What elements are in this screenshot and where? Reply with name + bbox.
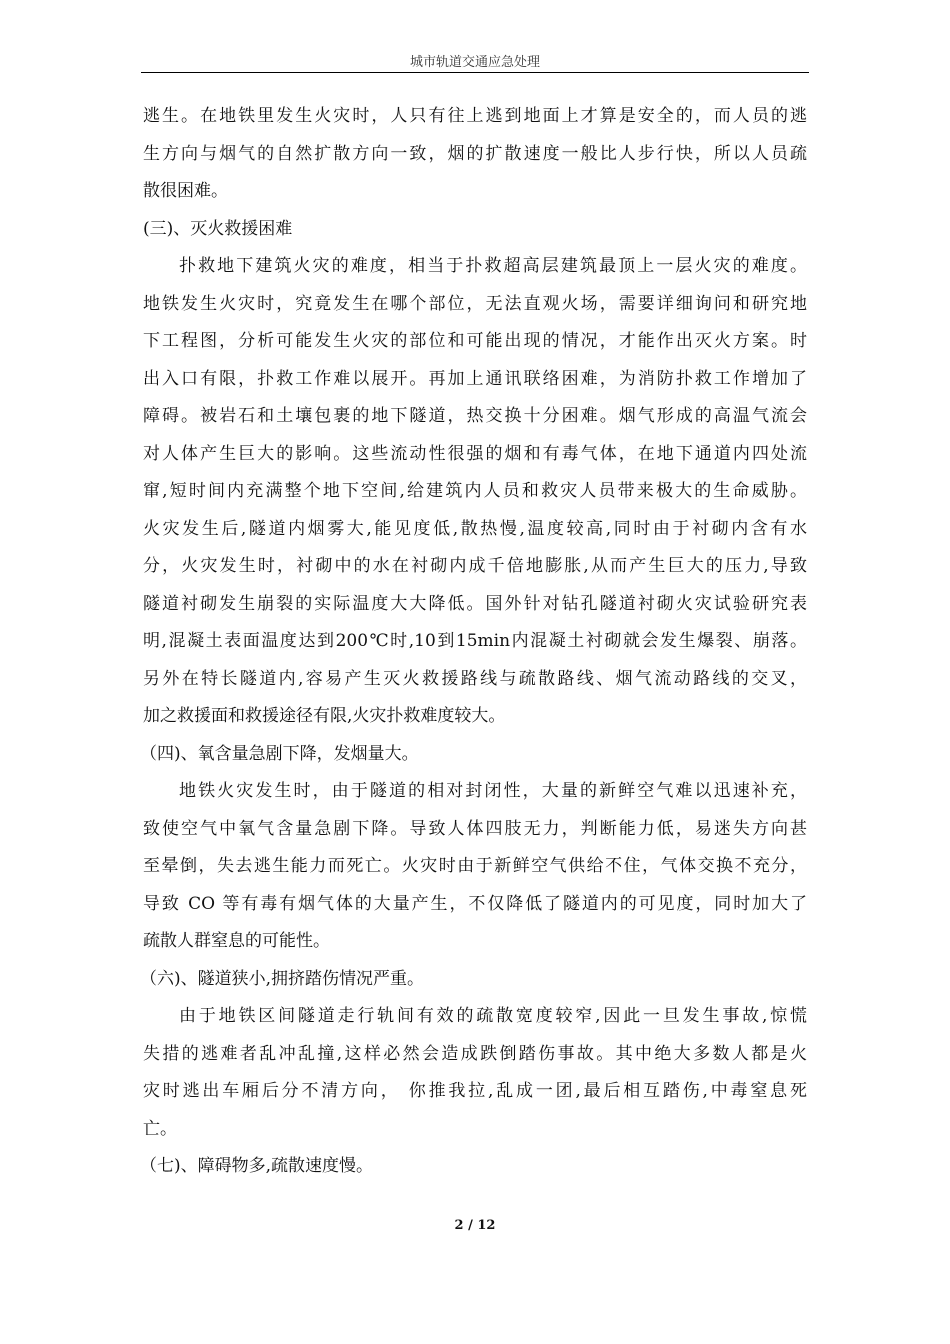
document-body [140, 98, 807, 1186]
text-line: 对人体产生巨大的影响。这些流动性很强的烟和有毒气体，在地下通道内四处流 [143, 443, 807, 464]
text-line: 加之救援面和救援途径有限,火灾扑救难度较大。 [143, 706, 506, 726]
text-line: 至晕倒，失去逃生能力而死亡。火灾时由于新鲜空气供给不住，气体交换不充分， [143, 856, 807, 876]
text-line: 生方向与烟气的自然扩散方向一致，烟的扩散速度一般比人步行快，所以人员疏 [143, 143, 807, 164]
section-heading-4: （四)、氧含量急剧下降，发烟量大。 [140, 743, 419, 764]
text-line: 明,混凝土表面温度达到200℃时,10到15min内混凝土衬砌就会发生爆裂、崩落。 [143, 631, 807, 651]
text-line: 地铁火灾发生时，由于隧道的相对封闭性，大量的新鲜空气难以迅速补充， [179, 781, 807, 801]
text-line: 失措的逃难者乱冲乱撞,这样必然会造成跌倒踏伤事故。其中绝大多数人都是火 [143, 1043, 807, 1064]
text-line: 分，火灾发生时，衬砌中的水在衬砌内成千倍地膨胀,从而产生巨大的压力,导致 [143, 556, 807, 576]
text-line: 致使空气中氧气含量急剧下降。导致人体四肢无力，判断能力低，易迷失方向甚 [143, 818, 807, 839]
section-heading-6: （六)、隧道狭小,拥挤踏伤情况严重。 [140, 968, 425, 989]
text-line: 灾时逃出车厢后分不清方向， 你推我拉,乱成一团,最后相互踏伤,中毒窒息死 [143, 1081, 807, 1101]
page-number: 2 / 12 [454, 1218, 496, 1233]
paragraph-rescue [143, 248, 807, 736]
text-line: 逃生。在地铁里发生火灾时，人只有往上逃到地面上才算是安全的，而人员的逃 [143, 106, 807, 126]
text-line: 另外在特长隧道内,容易产生灭火救援路线与疏散路线、烟气流动路线的交叉， [143, 668, 807, 689]
text-line: 出入口有限，扑救工作难以展开。再加上通讯联络困难，为消防扑救工作增加了 [143, 368, 807, 389]
section-heading-3: (三)、灭火救援困难 [143, 218, 293, 239]
text-line: 疏散人群窒息的可能性。 [143, 931, 330, 951]
text-line: 亡。 [143, 1118, 177, 1139]
text-line: 由于地铁区间隧道走行轨间有效的疏散宽度较窄,因此一旦发生事故,惊慌 [179, 1006, 807, 1026]
running-header: 城市轨道交通应急处理 [409, 55, 540, 70]
text-line: 扑救地下建筑火灾的难度，相当于扑救超高层建筑最顶上一层火灾的难度。 [179, 256, 807, 276]
paragraph-escape [143, 98, 807, 211]
text-line: 障碍。被岩石和土壤包裹的地下隧道，热交换十分困难。烟气形成的高温气流会 [143, 406, 807, 426]
text-line: 隧道衬砌发生崩裂的实际温度大大降低。国外针对钻孔隧道衬砌火灾试验研究表 [143, 593, 807, 614]
text-line: 火灾发生后,隧道内烟雾大,能见度低,散热慢,温度较高,同时由于衬砌内含有水 [143, 518, 807, 539]
text-line: 导致 CO 等有毒有烟气体的大量产生，不仅降低了隧道内的可见度，同时加大了 [143, 893, 807, 914]
text-line: 地铁发生火灾时，究竟发生在哪个部位，无法直观火场，需要详细询问和研究地 [143, 293, 807, 314]
text-line: 散很困难。 [143, 181, 228, 201]
text-line: 下工程图，分析可能发生火灾的部位和可能出现的情况，才能作出灭火方案。时 [143, 331, 807, 351]
section-heading-7: （七)、障碍物多,疏散速度慢。 [140, 1156, 374, 1176]
text-line: 窜,短时间内充满整个地下空间,给建筑内人员和救灾人员带来极大的生命威胁。 [143, 481, 807, 501]
paragraph-oxygen [143, 773, 807, 961]
header-rule [141, 72, 809, 73]
paragraph-crowding [143, 998, 807, 1148]
